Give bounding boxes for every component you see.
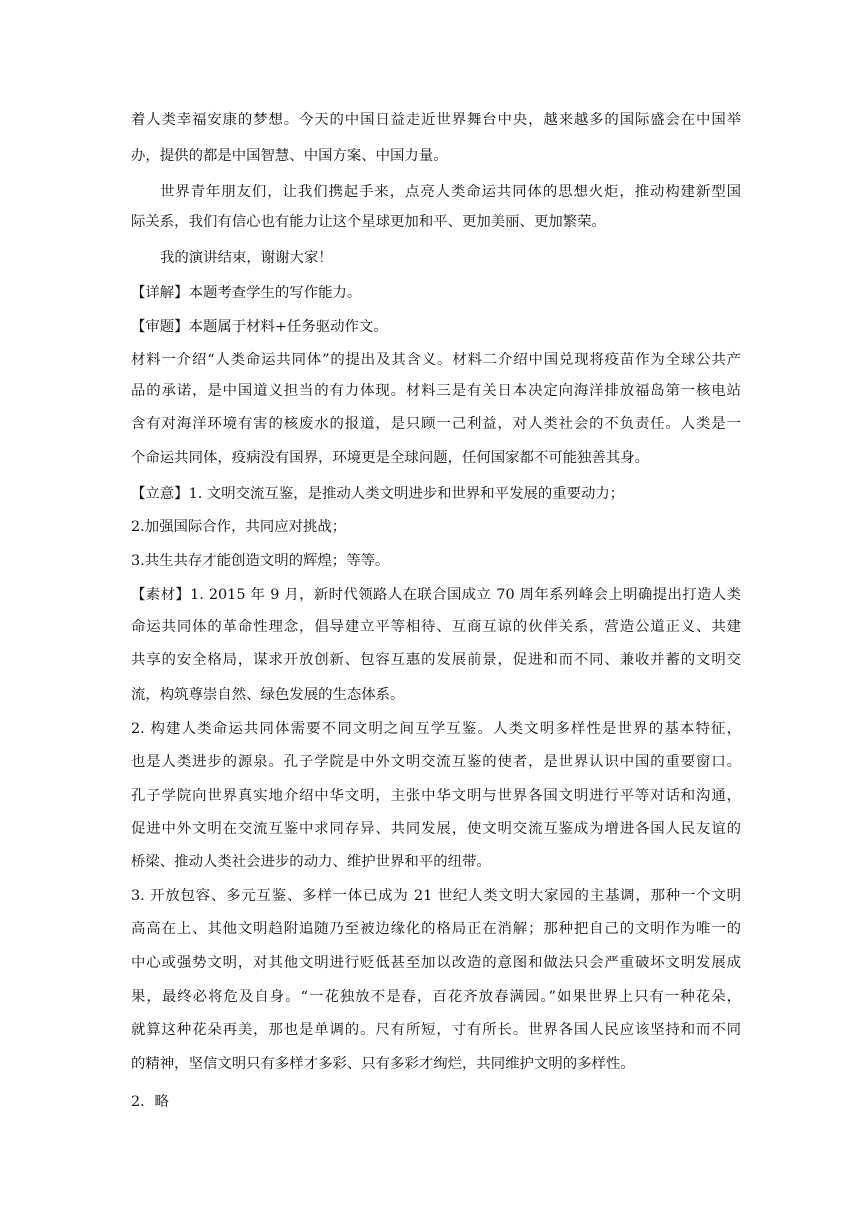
- text-line: 材料一介绍“人类命运共同体”的提出及其含义。材料二介绍中国兑现将疫苗作为全球公共产: [131, 352, 741, 368]
- text-line: 促进中外文明在交流互鉴中求同存异、共同发展，使文明交流互鉴成为增进各国人民友谊的: [131, 821, 741, 837]
- text-line: 办，提供的都是中国智慧、中国方案、中国力量。: [131, 148, 448, 164]
- text-line: 孔子学院向世界真实地介绍中华文明，主张中华文明与世界各国文明进行平等对话和沟通，: [131, 788, 741, 804]
- text-line: 个命运共同体，疫病没有国界，环境更是全球问题，任何国家都不可能独善其身。: [131, 450, 650, 466]
- text-line: 也是人类进步的源泉。孔子学院是中外文明交流互鉴的使者，是世界认识中国的重要窗口。: [131, 754, 741, 770]
- text-line: 世界青年朋友们，让我们携起手来，点亮人类命运共同体的思想火炬，推动构建新型国: [160, 184, 741, 200]
- text-line: 3.共生共存才能创造文明的辉煌；等等。: [131, 553, 390, 569]
- text-line: 品的承诺，是中国道义担当的有力体现。材料三是有关日本决定向海洋排放福岛第一核电站: [131, 383, 741, 399]
- text-line: 2. 构建人类命运共同体需要不同文明之间互学互鉴。人类文明多样性是世界的基本特征，: [131, 721, 741, 737]
- text-line: 果，最终必将危及自身。“一花独放不是春，百花齐放春满园。”如果世界上只有一种花朵，: [131, 989, 741, 1005]
- text-line: 际关系，我们有信心也有能力让这个星球更加和平、更加美丽、更加繁荣。: [131, 214, 606, 230]
- text-line: 就算这种花朵再美，那也是单调的。尺有所短，寸有所长。世界各国人民应该坚持和而不同: [131, 1022, 741, 1038]
- text-line: 流，构筑尊崇自然、绿色发展的生态体系。: [131, 687, 405, 703]
- text-line: 着人类幸福安康的梦想。今天的中国日益走近世界舞台中央，越来越多的国际盛会在中国举: [131, 112, 741, 128]
- text-line: 【详解】本题考查学生的写作能力。: [131, 285, 362, 301]
- text-line: 【素材】1. 2015 年 9 月，新时代领路人在联合国成立 70 周年系列峰会上明确提出打造人类: [131, 587, 741, 603]
- text-line: 含有对海洋环境有害的核废水的报道，是只顾一己利益，对人类社会的不负责任。人类是一: [131, 416, 741, 432]
- text-line: 【审题】本题属于材料+任务驱动作文。: [131, 319, 388, 335]
- text-line: 我的演讲结束，谢谢大家！: [160, 250, 333, 266]
- text-line: 高高在上、其他文明趋附追随乃至被边缘化的格局正在消解；那种把自己的文明作为唯一的: [131, 921, 741, 937]
- text-line: 2.加强国际合作，共同应对挑战；: [131, 519, 347, 535]
- text-line: 命运共同体的革命性理念，倡导建立平等相待、互商互谅的伙伴关系，营造公道正义、共建: [131, 619, 741, 635]
- text-line: 的精神，坚信文明只有多样才多彩、只有多彩才绚烂，共同维护文明的多样性。: [131, 1056, 635, 1072]
- text-line: 中心或强势文明，对其他文明进行贬低甚至加以改造的意图和做法只会严重破坏文明发展成: [131, 955, 741, 971]
- text-line: 2．略: [131, 1094, 169, 1110]
- text-line: 【立意】1. 文明交流互鉴，是推动人类文明进步和世界和平发展的重要动力；: [131, 486, 625, 502]
- text-line: 桥梁、推动人类社会进步的动力、维护世界和平的纽带。: [131, 854, 491, 870]
- text-line: 3. 开放包容、多元互鉴、多样一体已成为 21 世纪人类文明大家园的主基调，那种一个文明: [131, 888, 741, 904]
- text-line: 共享的安全格局，谋求开放创新、包容互惠的发展前景，促进和而不同、兼收并蓄的文明交: [131, 652, 741, 668]
